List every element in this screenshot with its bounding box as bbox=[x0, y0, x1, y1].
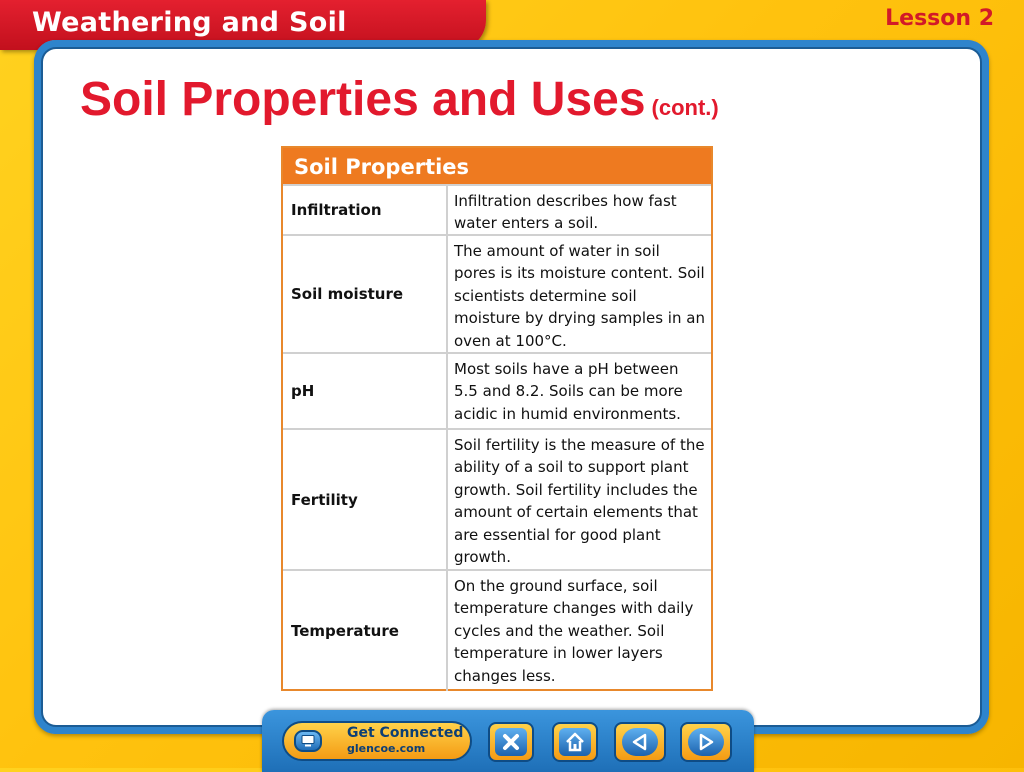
get-connected-url: glencoe.com bbox=[347, 742, 426, 755]
property-name: Temperature bbox=[283, 571, 448, 691]
navigation-bar bbox=[262, 710, 754, 772]
slide-title-suffix: (cont.) bbox=[651, 95, 719, 120]
property-description: Most soils have a pH between 5.5 and 8.2. Soils can be more acidic in humid environments. bbox=[454, 360, 683, 423]
next-icon bbox=[688, 728, 724, 756]
next-button[interactable] bbox=[680, 722, 732, 762]
close-icon bbox=[495, 728, 527, 756]
soil-properties-table bbox=[281, 146, 713, 691]
property-description: The amount of water in soil pores is its moisture content. Soil scientists determine soil moisture by drying samples in an oven at 100°C. bbox=[454, 242, 705, 350]
home-icon bbox=[559, 728, 591, 756]
slide-title bbox=[80, 72, 719, 127]
previous-icon bbox=[622, 728, 658, 756]
table-row bbox=[283, 184, 711, 234]
get-connected-label: Get Connected bbox=[347, 725, 464, 741]
get-connected-button[interactable] bbox=[282, 721, 472, 761]
property-name: Fertility bbox=[283, 430, 448, 569]
table-row bbox=[283, 234, 711, 352]
slide-title-text: Soil Properties and Uses bbox=[80, 73, 646, 126]
chapter-title: Weathering and Soil bbox=[32, 7, 347, 38]
property-description: Soil fertility is the measure of the ability of a soil to support plant growth. Soil fertility includes the amount of certain elements that are essential for good plant growth. bbox=[454, 436, 705, 567]
table-row bbox=[283, 428, 711, 569]
property-name: pH bbox=[283, 354, 448, 428]
table-heading: Soil Properties bbox=[283, 148, 711, 184]
table-row bbox=[283, 352, 711, 428]
close-button[interactable] bbox=[488, 722, 534, 762]
home-button[interactable] bbox=[552, 722, 598, 762]
property-description: Infiltration describes how fast water enters a soil. bbox=[454, 192, 677, 233]
property-name: Soil moisture bbox=[283, 236, 448, 352]
computer-icon bbox=[294, 730, 322, 752]
table-row bbox=[283, 569, 711, 691]
lesson-label: Lesson 2 bbox=[885, 6, 994, 31]
property-description: On the ground surface, soil temperature changes with daily cycles and the weather. Soil temperature in lower layers changes less. bbox=[454, 577, 694, 685]
previous-button[interactable] bbox=[614, 722, 666, 762]
property-name: Infiltration bbox=[283, 186, 448, 234]
